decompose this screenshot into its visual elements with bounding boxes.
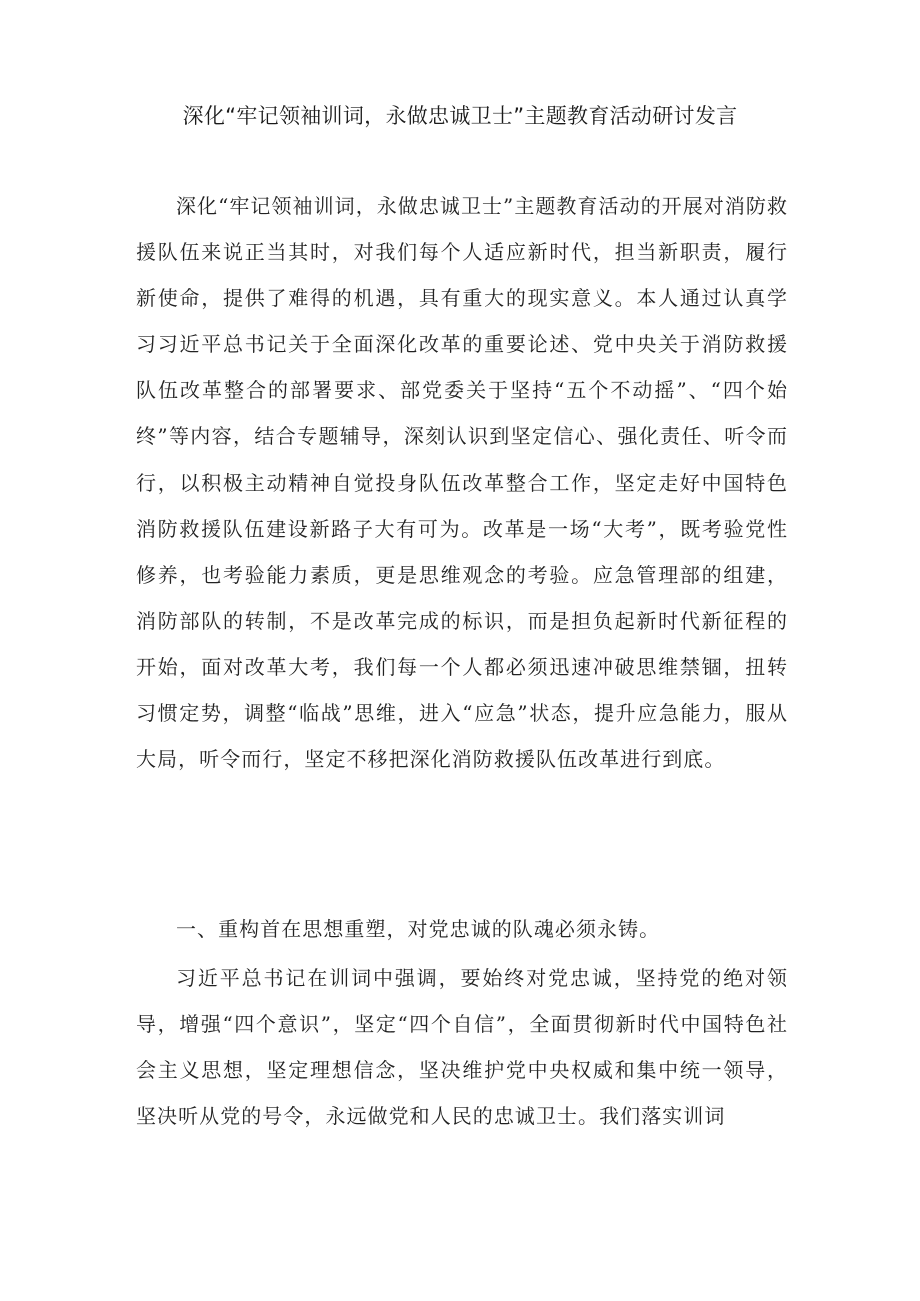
intro-paragraph: 深化“牢记领袖训词，永做忠诚卫士”主题教育活动的开展对消防救援队伍来说正当其时，对我们每个人适应新时代，担当新职责，履行新使命，提供了难得的机遇，具有重大的现实意义。本人通过认真学习习近平总书记关于全面深化改革的重要论述、党中央关于消防救援队伍改革整合的部署要求、部党委关于坚持“五个不动摇”、“四个始终”等内容，结合专题辅导，深刻认识到坚定信心、强化责任、听令而行，以积极主动精神自觉投身队伍改革整合工作，坚定走好中国特色消防救援队伍建设新路子大有可为。改革是一场“大考”，既考验党性修养，也考验能力素质，更是思维观念的考验。应急管理部的组建，消防部队的转制，不是改革完成的标识，而是担负起新时代新征程的开始，面对改革大考，我们每一个人都必须迅速冲破思维禁锢，扭转习惯定势，调整“临战”思维，进入“应急”状态，提升应急能力，服从大局，听令而行，坚定不移把深化消防救援队伍改革进行到底。: [136, 194, 788, 772]
section-1-heading: 一、重构首在思想重塑，对党忠诚的队魂必须永铸。: [176, 917, 661, 941]
document-title: 深化“牢记领袖训词，永做忠诚卫士”主题教育活动研讨发言: [182, 104, 738, 128]
section-1-paragraph: 习近平总书记在训词中强调，要始终对党忠诚，坚持党的绝对领导，增强“四个意识”，坚定“四个自信”，全面贯彻新时代中国特色社会主义思想，坚定理想信念，坚决维护党中央权威和集中统一领导，坚决听从党的号令，永远做党和人民的忠诚卫士。我们落实训词: [136, 966, 788, 1129]
